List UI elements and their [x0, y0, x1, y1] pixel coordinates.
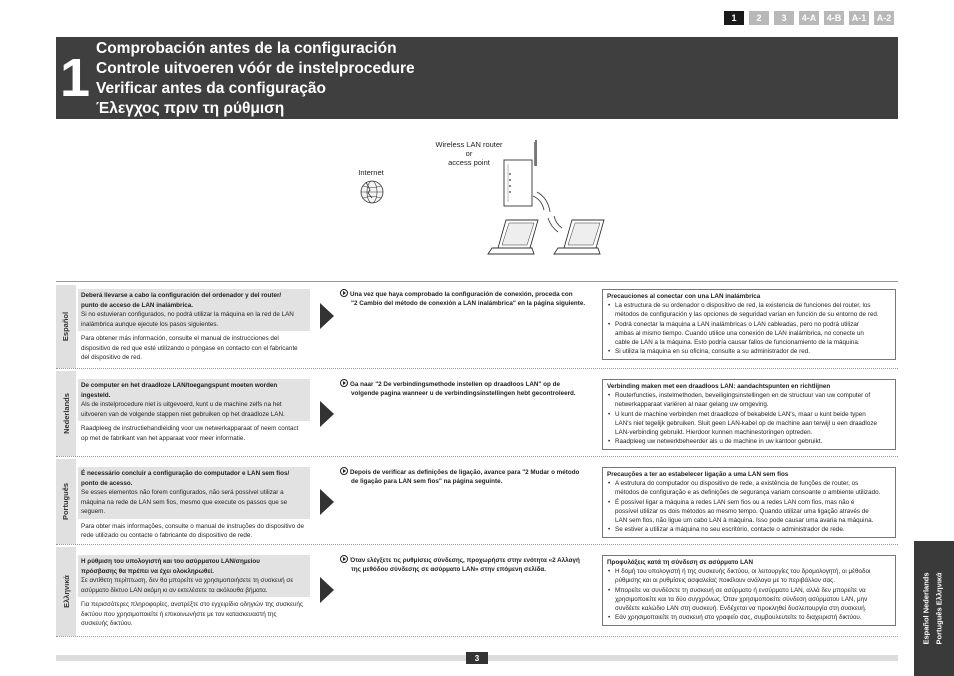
precaution-item — [607, 347, 891, 356]
precaution-line: métodos de configuración y las opciones de seguridad varían en función de su entorno de red. — [615, 311, 879, 319]
box-title: punto de acceso de LAN inalámbrica. — [81, 301, 193, 309]
requirement-box — [78, 555, 310, 597]
precaution-item — [607, 586, 891, 614]
precaution-line: χρησιμοποιείτε και τα δύο συγχρόνως. Όταν χρησιμοποιείτε σύνδεση ασύρματου LAN, μην — [615, 595, 868, 603]
lang-label — [58, 371, 74, 456]
precautions-box — [602, 555, 896, 626]
note-line: Για περισσότερες πληροφορίες, ανατρέξτε στο εγχειρίδιο οδηγιών της συσκευής — [81, 601, 303, 608]
tab-4b[interactable]: 4-B — [824, 11, 844, 25]
row-portugues — [56, 459, 898, 545]
precaution-line: • U kunt de machine verbinden met draadloze of bekabelde LAN's, maar u kunt beide typen — [615, 410, 866, 418]
section-tabs — [724, 11, 894, 25]
precaution-item — [607, 498, 891, 526]
next-step-line: "2 Cambio del método de conexión a LAN inalámbrica" en la página siguiente. — [351, 299, 586, 307]
side-tab-line — [932, 541, 946, 676]
next-step-text — [340, 289, 596, 308]
box-text: ασύρματο δίκτυο LAN ακόμη κι αν εκτελέσετε τα ακόλουθα βήματα. — [81, 586, 268, 594]
precaution-line: • Routerfuncties, instelmethoden, beveiligingsinstellingen en de structuur van uw computer of — [615, 392, 871, 399]
next-step-icon — [340, 555, 348, 563]
precaution-line: métodos de configuração e as definições de segurança variam consoante o ambiente utilizado. — [615, 489, 881, 497]
precaution-line: LAN sem fios, não ligue um cabo LAN à máquina. Isso pode causar uma avaria na máquina. — [615, 517, 874, 525]
section-titles — [96, 39, 415, 119]
precaution-line: • É possível ligar a máquina a redes LAN sem fios ou a redes LAN com fios, mas não é — [615, 498, 855, 506]
arrow-icon — [320, 303, 334, 329]
precaution-item — [607, 391, 891, 410]
box-title: ingesteld. — [81, 391, 111, 399]
router-label-line: access point — [448, 158, 490, 167]
requirement-box — [78, 467, 310, 519]
side-tab-line — [919, 541, 933, 676]
side-tab-text: Español Nederlands — [921, 572, 931, 645]
side-tab-text: Português Ελληνικά — [934, 572, 944, 645]
note-line: del dispositivo de red. — [81, 354, 142, 361]
next-step-text — [340, 555, 596, 574]
box-title: Η ρύθμιση του υπολογιστή και του ασύρματου LAN/σημείου — [81, 558, 260, 565]
note-line: rede utilizado ou contacte o fabricante do dispositivo de rede. — [81, 532, 253, 539]
note-line: συσκευής δικτύου. — [81, 620, 133, 627]
row-nederlands — [56, 371, 898, 457]
laptop-icon — [488, 220, 538, 254]
precaution-line: • Μπορείτε να συνδέσετε τη συσκευή σε ασύρματο ή ενσύρματο LAN, αλλά δεν μπορείτε να — [615, 586, 866, 594]
requirement-column — [78, 379, 310, 443]
precaution-line: • A estrutura do computador ou dispositivo de rede, a existência de funções de router, os — [615, 480, 859, 487]
lang-text: Ελληνικά — [61, 575, 71, 608]
box-title: De computer en het draadloze LAN/toegangspunt moeten worden — [81, 382, 278, 389]
note-line: Para obtener más información, consulte el manual de instrucciones del — [81, 335, 279, 342]
precaution-line: cable de LAN a la máquina. Esto podría causar fallos de funcionamiento de la máquina. — [615, 339, 860, 347]
lang-text: Nederlands — [61, 393, 71, 434]
page-number: 3 — [466, 652, 488, 664]
section-number: 1 — [59, 48, 91, 108]
note-line: δικτύου που χρησιμοποιείτε ή επικοινωνήστε με τον κατασκευαστή της — [81, 610, 277, 618]
precautions-title: Verbinding maken met een draadloos LAN: aandachtspunten en richtlijnen — [607, 383, 831, 390]
internet-label: Internet — [358, 168, 384, 177]
note-line: dispositivo de red que esté utilizando o póngase en contacto con el fabricante — [81, 344, 298, 352]
next-step-line: de ligação para LAN sem fios" na página seguinte. — [351, 477, 503, 485]
precaution-item — [607, 410, 891, 438]
note-text — [78, 331, 310, 363]
wireless-signal-icon — [533, 192, 562, 232]
precaution-line: ρύθμισης και οι ρυθμίσεις ασφαλείας ποικίλουν ανάλογα με το περιβάλλον σας. — [615, 577, 835, 585]
tab-a2[interactable]: A-2 — [874, 11, 894, 25]
box-text: Si no estuvieran configurados, no podrá utilizar la máquina en la red de LAN — [81, 311, 294, 318]
row-ellinika — [56, 547, 898, 637]
requirement-box — [78, 379, 310, 421]
lang-text: Português — [61, 482, 71, 521]
section-header — [56, 37, 898, 119]
tab-2[interactable]: 2 — [749, 11, 769, 25]
box-title: πρόσβασης θα πρέπει να έχει ολοκληρωθεί. — [81, 567, 214, 575]
next-step-icon — [340, 379, 348, 387]
precaution-line: συνδέετε καλώδιο LAN στη συσκευή. Ενδέχεται να προκληθεί δυσλειτουργία στη συσκευή. — [615, 605, 867, 613]
box-text: inalámbrica aunque ejecute los pasos siguientes. — [81, 320, 219, 328]
precaution-item — [607, 613, 891, 622]
diagram-graphic — [330, 130, 630, 270]
precaution-item — [607, 301, 891, 320]
next-step-line: Depois de verificar as definições de ligação, avance para "2 Mudar o método — [350, 469, 580, 476]
precaution-line: LAN's niet tegelijk gebruiken. Sluit geen LAN-kabel op de machine aan terwijl u een draadloze — [615, 419, 877, 427]
precautions-title: Προφυλάξεις κατά τη σύνδεση σε ασύρματο LAN — [607, 559, 754, 566]
tab-3[interactable]: 3 — [774, 11, 794, 25]
box-text: Als de instelprocedure niet is uitgevoerd, kunt u de machine zelfs na het — [81, 401, 282, 408]
precautions-title: Precauciones al conectar con una LAN inalámbrica — [607, 293, 761, 300]
box-text: seguem. — [81, 508, 106, 515]
requirement-column — [78, 555, 310, 629]
next-step-text — [340, 467, 596, 486]
precaution-line: netwerkapparaat variëren al naar gelang uw omgeving. — [615, 401, 769, 409]
precautions-box — [602, 379, 896, 450]
arrow-icon — [320, 577, 334, 603]
next-step-line: Ga naar "2 De verbindingsmethode instellen op draadloos LAN" op de — [350, 381, 560, 388]
title-el: Έλεγχος πριν τη ρύθμιση — [96, 100, 285, 117]
note-text — [78, 421, 310, 443]
precaution-line: • Εάν χρησιμοποιείτε τη συσκευή στο γραφείο σας, συμβουλευτείτε το διαχειριστή δικτύου. — [615, 614, 862, 622]
next-step-line: Όταν ελέγξετε τις ρυθμίσεις σύνδεσης, προχωρήστε στην ενότητα «2 Αλλαγή — [350, 557, 580, 564]
box-title: ponto de acesso. — [81, 479, 133, 487]
next-step-line: volgende pagina wanneer u de verbindingsinstellingen hebt gecontroleerd. — [351, 389, 576, 397]
precaution-line: • Si utiliza la máquina en su oficina, consulte a su administrador de red. — [615, 348, 810, 356]
requirement-column — [78, 467, 310, 541]
precaution-item — [607, 320, 891, 348]
precaution-line: • Raadpleeg uw netwerkbeheerder als u de machine in uw kantoor gebruikt. — [615, 438, 823, 446]
box-text: Σε αντίθετη περίπτωση, δεν θα μπορείτε να χρησιμοποιήσετε τη συσκευή σε — [81, 577, 294, 584]
note-text — [78, 519, 310, 541]
router-label-line: or — [465, 149, 473, 158]
box-title: É necessário concluir a configuração do computador e LAN sem fios/ — [81, 470, 290, 477]
arrow-icon — [320, 401, 334, 427]
box-text: uitvoeren van de volgende stappen niet gebruiken op het draadloze LAN. — [81, 410, 285, 418]
laptop-icon — [554, 220, 604, 254]
next-step-icon — [340, 467, 348, 475]
precaution-item — [607, 437, 891, 446]
lang-label — [58, 459, 74, 544]
title-nl: Controle uitvoeren vóór de instelprocedure — [96, 60, 415, 77]
precaution-line: • La estructura de su ordenador o dispositivo de red, la existencia de funciones del router, los — [615, 302, 871, 309]
router-icon — [504, 140, 537, 206]
row-espanol — [56, 285, 898, 369]
box-text: máquina na rede de LAN sem fios, mesmo que execute os passos que se — [81, 498, 288, 506]
next-step-line: της μεθόδου σύνδεσης σε ασύρματο LAN» στην επόμενη σελίδα. — [351, 565, 547, 573]
arrow-icon — [320, 489, 334, 515]
tab-a1[interactable]: A-1 — [849, 11, 869, 25]
network-diagram — [330, 130, 630, 270]
next-step-icon — [340, 289, 348, 297]
precaution-item — [607, 567, 891, 586]
precaution-line: • Η δομή του υπολογιστή ή της συσκευής δικτύου, οι λειτουργίες του δρομολογητή, οι μέθοδοι — [615, 568, 871, 575]
lang-text: Español — [61, 311, 71, 342]
precaution-item — [607, 525, 891, 534]
precaution-line: • Podrá conectar la máquina a LAN inalámbricas o LAN cableadas, pero no podrá utilizar — [615, 320, 859, 328]
note-line: Para obter mais informações, consulte o manual de instruções do dispositivo de — [81, 522, 304, 530]
precautions-box — [602, 467, 896, 538]
table-top-rule — [56, 281, 898, 282]
requirement-box — [78, 289, 310, 331]
precaution-line: possível utilizar os dois métodos ao mesmo tempo. Quando utilizar uma ligação através de — [615, 507, 869, 515]
router-label-line: Wireless LAN router — [435, 140, 503, 149]
language-side-tab — [914, 541, 954, 676]
globe-icon — [361, 181, 383, 203]
precaution-line: • Se estiver a utilizar a máquina no seu escritório, contacte o administrador de rede. — [615, 526, 845, 534]
title-pt: Verificar antes da configuração — [96, 80, 327, 97]
note-line: Raadpleeg de instructiehandleiding voor uw netwerkapparaat of neem contact — [81, 425, 299, 432]
precaution-line: ambas al mismo tiempo. Cuando utilice una conexión de LAN inalámbrica, no conecte un — [615, 329, 864, 337]
next-step-line: Una vez que haya comprobado la configuración de conexión, proceda con — [350, 291, 573, 298]
precaution-line: LAN-verbinding gebruikt. Hierdoor kunnen machinestoringen optreden. — [615, 429, 813, 437]
note-line: op met de fabrikant van het apparaat voor meer informatie. — [81, 434, 246, 442]
lang-label — [58, 547, 74, 636]
precautions-box — [602, 289, 896, 360]
box-title: Deberá llevarse a cabo la configuración del ordenador y del router/ — [81, 292, 282, 299]
title-es: Comprobación antes de la configuración — [96, 40, 397, 57]
lang-label — [58, 285, 74, 368]
tab-4a[interactable]: 4-A — [799, 11, 819, 25]
requirement-column — [78, 289, 310, 363]
precautions-title: Precauções a ter ao estabelecer ligação a uma LAN sem fios — [607, 471, 789, 478]
tab-1[interactable]: 1 — [724, 11, 744, 25]
next-step-text — [340, 379, 596, 398]
precaution-item — [607, 479, 891, 498]
note-text — [78, 597, 310, 629]
box-text: Se esses elementos não forem configurados, não será possível utilizar a — [81, 489, 284, 496]
